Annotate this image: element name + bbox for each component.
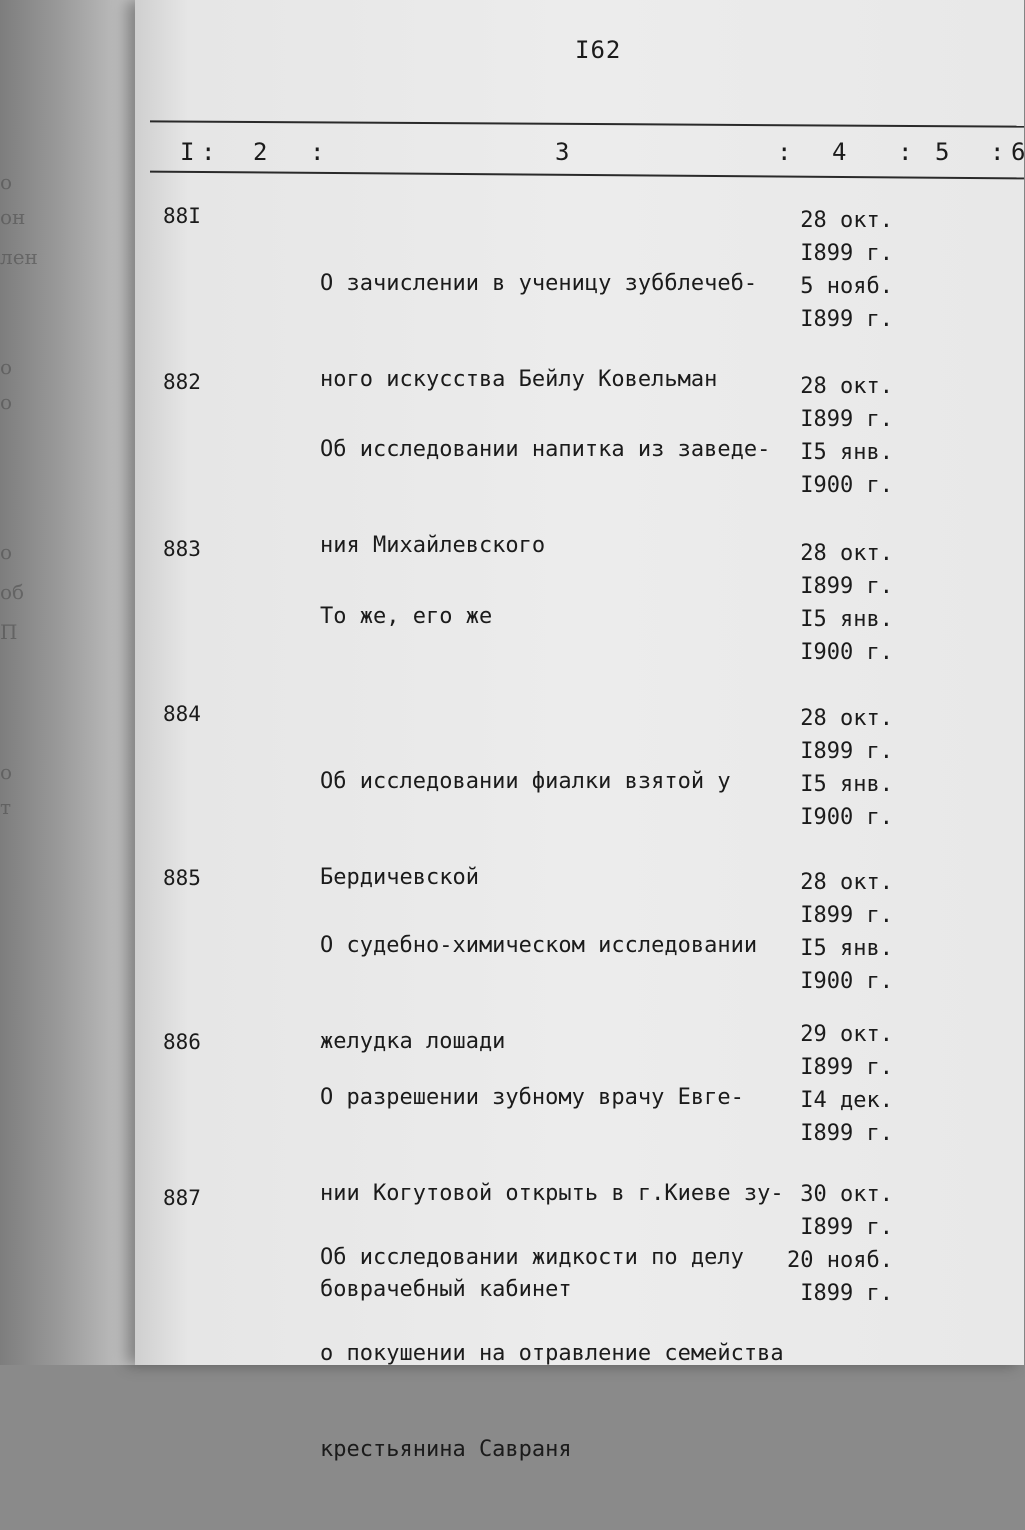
description-line: желудка лошади bbox=[320, 1029, 506, 1054]
column-header-1: I bbox=[180, 138, 195, 166]
date-end: 20 нояб. bbox=[787, 1248, 893, 1273]
column-separator: : bbox=[990, 138, 1005, 166]
description-line: Об исследовании напитка из заведе- bbox=[320, 437, 771, 462]
year-end: I899 г. bbox=[800, 1121, 893, 1146]
entry-dates bbox=[783, 204, 893, 336]
date-start: 28 окт. bbox=[800, 541, 893, 566]
entry-number: 886 bbox=[163, 1030, 201, 1054]
facing-page-bleed-text: о bbox=[0, 170, 13, 194]
description-line: ного искусства Бейлу Ковельман bbox=[320, 367, 718, 392]
column-header-6: 6 bbox=[1011, 138, 1025, 166]
column-header-5: 5 bbox=[935, 138, 950, 166]
description-line: То же, его же bbox=[320, 604, 493, 629]
entry-dates bbox=[783, 702, 893, 834]
year-end: I900 г. bbox=[800, 473, 893, 498]
year-start: I899 г. bbox=[800, 1055, 893, 1080]
description-line: О зачислении в ученицу зубблечеб- bbox=[320, 271, 758, 296]
entry-number: 882 bbox=[163, 370, 201, 394]
description-line: Об исследовании жидкости по делу bbox=[320, 1245, 744, 1270]
date-start: 28 окт. bbox=[800, 374, 893, 399]
year-end: I900 г. bbox=[800, 969, 893, 994]
date-end: 5 нояб. bbox=[800, 274, 893, 299]
column-separator: : bbox=[898, 138, 913, 166]
year-start: I899 г. bbox=[800, 241, 893, 266]
entry-dates bbox=[783, 1178, 893, 1310]
year-start: I899 г. bbox=[800, 407, 893, 432]
entry-number: 883 bbox=[163, 537, 201, 561]
date-end: I5 янв. bbox=[800, 936, 893, 961]
facing-page bbox=[0, 0, 150, 1365]
year-end: I899 г. bbox=[800, 307, 893, 332]
date-start: 28 окт. bbox=[800, 870, 893, 895]
description-line: ния Михайлевского bbox=[320, 533, 546, 558]
date-end: I4 дек. bbox=[800, 1088, 893, 1113]
description-line: боврачебный кабинет bbox=[320, 1277, 572, 1302]
entry-number: 887 bbox=[163, 1186, 201, 1210]
description-line: крестьянина Савраня bbox=[320, 1437, 572, 1462]
table-header-bottom-rule bbox=[150, 171, 1024, 180]
year-start: I899 г. bbox=[800, 1215, 893, 1240]
entry-description bbox=[320, 1178, 790, 1530]
date-start: 28 окт. bbox=[800, 706, 893, 731]
year-start: I899 г. bbox=[800, 574, 893, 599]
facing-page-bleed-text: об bbox=[0, 580, 25, 604]
date-start: 28 окт. bbox=[800, 208, 893, 233]
column-separator: : bbox=[310, 138, 325, 166]
facing-page-bleed-text: о bbox=[0, 540, 13, 564]
page-number: I62 bbox=[575, 36, 622, 64]
date-end: I5 янв. bbox=[800, 607, 893, 632]
year-end: I900 г. bbox=[800, 805, 893, 830]
entry-number: 88I bbox=[163, 204, 201, 228]
year-start: I899 г. bbox=[800, 739, 893, 764]
column-separator: : bbox=[777, 138, 792, 166]
description-line: о покушении на отравление семейства bbox=[320, 1341, 784, 1366]
entry-dates bbox=[783, 1018, 893, 1150]
entry-number: 884 bbox=[163, 702, 201, 726]
document-page bbox=[135, 0, 1025, 1462]
column-header-4: 4 bbox=[832, 138, 847, 166]
entry-description bbox=[320, 537, 790, 697]
description-line: Об исследовании фиалки взятой у bbox=[320, 769, 731, 794]
date-start: 30 окт. bbox=[800, 1182, 893, 1207]
date-start: 29 окт. bbox=[800, 1022, 893, 1047]
facing-page-bleed-text: о bbox=[0, 390, 13, 414]
facing-page-bleed-text: лен bbox=[0, 245, 38, 269]
date-end: I5 янв. bbox=[800, 772, 893, 797]
entry-dates bbox=[783, 370, 893, 502]
facing-page-bleed-text: он bbox=[0, 205, 26, 229]
facing-page-bleed-text: о bbox=[0, 355, 13, 379]
description-line: Бердичевской bbox=[320, 865, 479, 890]
facing-page-bleed-text: т bbox=[0, 795, 12, 819]
description-line: нии Когутовой открыть в г.Киеве зу- bbox=[320, 1181, 784, 1206]
facing-page-bleed-text: о bbox=[0, 760, 13, 784]
description-line: О судебно-химическом исследовании bbox=[320, 933, 758, 958]
facing-page-bleed-text: П bbox=[0, 620, 18, 644]
year-end: I899 г. bbox=[800, 1281, 893, 1306]
date-end: I5 янв. bbox=[800, 440, 893, 465]
column-header-2: 2 bbox=[253, 138, 268, 166]
year-start: I899 г. bbox=[800, 903, 893, 928]
column-header-3: 3 bbox=[555, 138, 570, 166]
year-end: I900 г. bbox=[800, 640, 893, 665]
entry-dates bbox=[783, 866, 893, 998]
table-header-top-rule bbox=[150, 120, 1024, 127]
description-line: О разрешении зубному врачу Евге- bbox=[320, 1085, 744, 1110]
entry-number: 885 bbox=[163, 866, 201, 890]
entry-dates bbox=[783, 537, 893, 669]
column-separator: : bbox=[201, 138, 216, 166]
